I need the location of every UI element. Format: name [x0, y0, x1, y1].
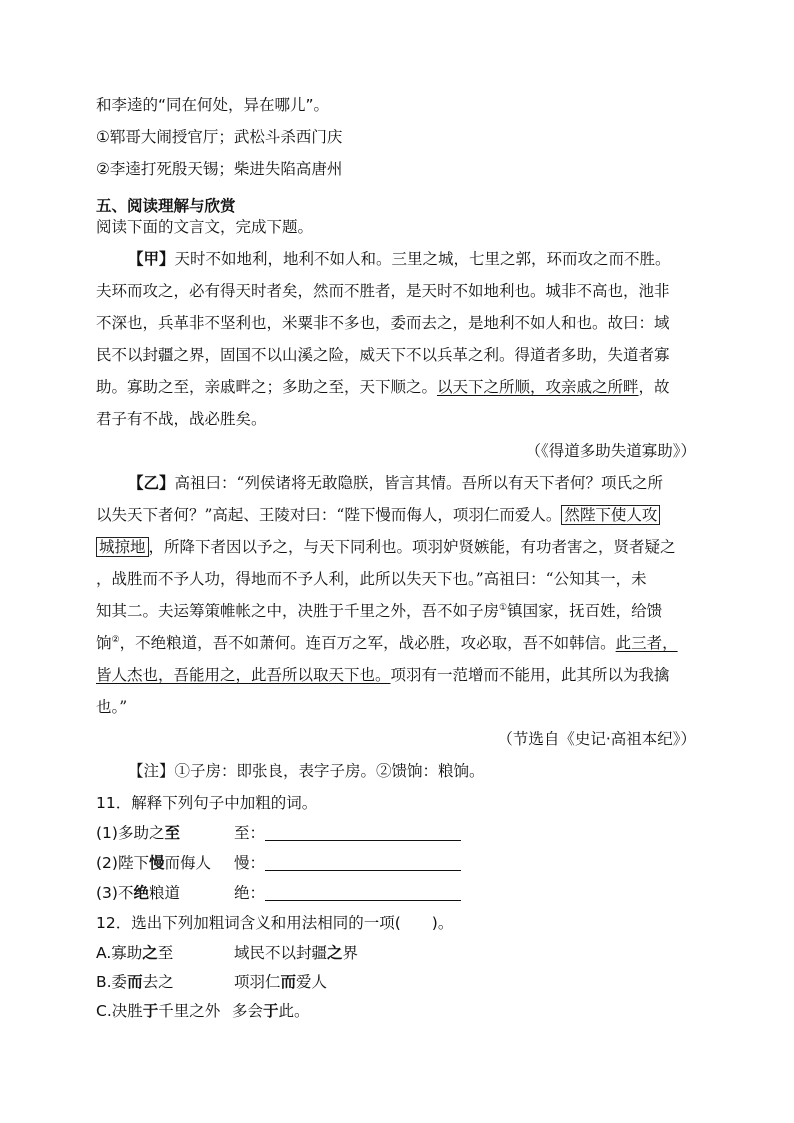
bold-word: 绝: [133, 884, 149, 902]
yi-line-2: 以失天下者何？”高起、王陵对曰：“陛下慢而侮人，项羽仁而爱人。 然陛下使人攻: [96, 505, 696, 525]
q12-option-a-second: 域民不以封疆之界: [234, 944, 359, 962]
jia-line-6: 君子有不战，战必胜矣。: [96, 410, 267, 428]
yi-line-1: 【乙】高祖曰：“列侯诸将无敢隐朕，皆言其情。吾所以有天下者何？项氏之所: [128, 473, 663, 492]
section-title: 五、阅读理解与欣赏: [96, 197, 236, 215]
bold-word: 之: [327, 944, 343, 962]
yi-boxed-sentence-end: 城掠地: [96, 537, 149, 557]
jia-underlined-sentence: 以天下之所顺，攻亲戚之所畔: [437, 378, 639, 396]
jia-line-5: 助。寡助之至，亲戚畔之；多助之至，天下顺之。以天下之所顺，攻亲戚之所畔，故: [96, 378, 670, 396]
jia-label: 【甲】: [128, 249, 175, 268]
instruction: 阅读下面的文言文，完成下题。: [96, 218, 314, 236]
bold-word: 慢: [148, 854, 165, 872]
bold-word: 于: [263, 1002, 279, 1020]
jia-line-2: 夫环而攻之，必有得天时者矣，然而不胜者，是天时不如地利也。城非不高也，池非: [96, 282, 670, 300]
q12-option-c[interactable]: C.决胜于千里之外 多会于此。: [96, 1002, 310, 1020]
q11-answer-2: 慢：: [234, 853, 461, 873]
yi-underlined-sentence-start: 此三者，: [615, 634, 678, 652]
yi-source: （节选自《史记·高祖本纪》）: [497, 730, 696, 748]
jia-source: （《得道多助失道寡助》）: [525, 442, 696, 460]
bold-word: 而: [127, 973, 143, 991]
yi-line-7: 皆人杰也，吾能用之，此吾所以取天下也。项羽有一范增而不能用，此其所以为我擒: [96, 666, 670, 684]
q11-item-1: (1)多助之至 至：: [96, 823, 696, 843]
q12-option-c-second: 多会于此。: [232, 1002, 310, 1020]
jia-line-3: 不深也，兵革非不坚利也，米粟非不多也，委而去之，是地利不如人和也。故曰：域: [96, 314, 670, 332]
option-2: ②李逵打死殷天锡；柴进失陷高唐州: [96, 160, 343, 178]
bold-word: 而: [280, 973, 297, 991]
yi-line-8: 也。”: [96, 698, 128, 716]
yi-line-6: 饷②，不绝粮道，吾不如萧何。连百万之军，战必胜，攻必取，吾不如韩信。此三者，: [96, 634, 678, 652]
annotation-note: 【注】①子房：即张良，表字子房。②馈饷：粮饷。: [128, 762, 485, 780]
q12-option-a[interactable]: A.寡助之至 域民不以封疆之界: [96, 944, 359, 962]
bold-word: 至: [164, 824, 180, 842]
q11-title: 11．解释下列句子中加粗的词。: [96, 794, 318, 812]
footnote-marker-1: ①: [499, 602, 508, 613]
q11-answer-3: 绝：: [234, 883, 461, 903]
q12-title: 12．选出下列加粗词含义和用法相同的一项( )。: [96, 914, 454, 932]
yi-boxed-sentence-start: 然陛下使人攻: [561, 505, 660, 525]
answer-blank[interactable]: [265, 856, 461, 871]
jia-line-4: 民不以封疆之界，固国不以山溪之险，威天下不以兵革之利。得道者多助，失道者寡: [96, 346, 670, 364]
jia-line-1: 【甲】天时不如地利，地利不如人和。三里之城，七里之郭，环而攻之而不胜。: [128, 249, 671, 268]
answer-blank[interactable]: [265, 826, 461, 841]
footnote-marker-2: ②: [111, 634, 120, 645]
q12-option-b-second: 项羽仁而爱人: [234, 973, 328, 991]
yi-line-4: ，战胜而不予人功，得地而不予人利，此所以失天下也。”高祖曰：“公知其一，未: [96, 570, 647, 588]
q11-answer-1: 至：: [234, 823, 461, 843]
q11-item-2: (2)陛下慢而侮人 慢：: [96, 853, 696, 873]
q12-option-b[interactable]: B.委而去之 项羽仁而爱人: [96, 973, 328, 991]
yi-line-3: 城掠地 ，所降下者因以予之，与天下同利也。项羽妒贤嫉能，有功者害之，贤者疑之: [96, 537, 696, 557]
bold-word: 之: [142, 944, 158, 962]
yi-label: 【乙】: [128, 473, 175, 492]
bold-word: 于: [142, 1002, 159, 1020]
answer-blank[interactable]: [265, 886, 461, 901]
yi-line-5: 知其二。夫运筹策帷帐之中，决胜于千里之外，吾不如子房①镇国家，抚百姓，给馈: [96, 602, 663, 620]
yi-underlined-sentence-end: 皆人杰也，吾能用之，此吾所以取天下也。: [96, 666, 391, 684]
option-1: ①郓哥大闹授官厅；武松斗杀西门庆: [96, 128, 343, 146]
q11-item-3: (3)不绝粮道 绝：: [96, 883, 696, 903]
intro-line: 和李逵的“同在何处，异在哪儿”。: [96, 96, 330, 114]
